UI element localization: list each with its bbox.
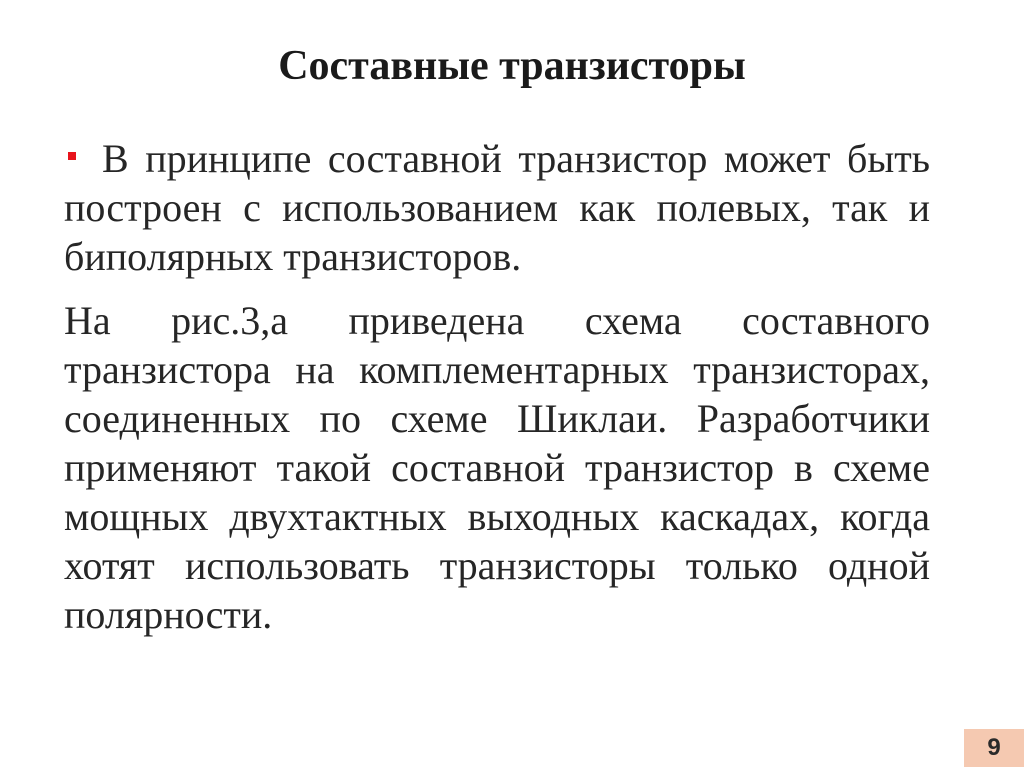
bullet-paragraph bbox=[64, 134, 930, 281]
bullet-square-icon bbox=[68, 152, 76, 160]
paragraph-1-text: В принципе составной транзистор может быть построен с использованием как полевых, так и биполярных транзисторов. bbox=[64, 136, 930, 279]
paragraph-2: На рис.3,а приведена схема составного транзистора на комплементарных транзисторах, соединенных по схеме Шиклаи. Разработчики применяют такой составной транзистор в схеме мощных двухтактных выходных каскадах, когда хотят использовать транзисторы только одной полярности. bbox=[64, 298, 930, 637]
page-number-badge: 9 bbox=[964, 729, 1024, 767]
slide-title: Составные транзисторы bbox=[278, 43, 746, 89]
